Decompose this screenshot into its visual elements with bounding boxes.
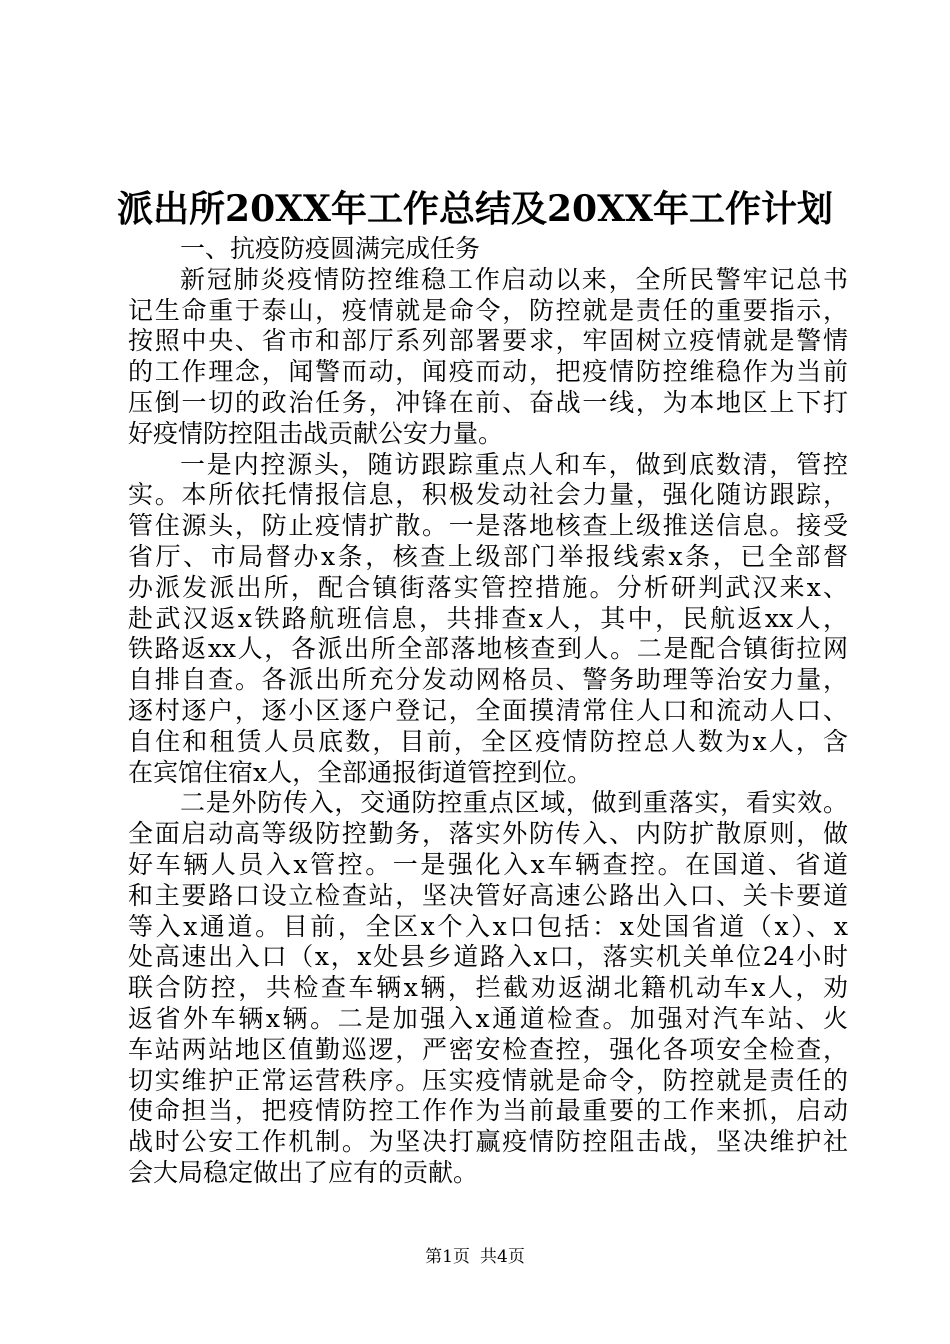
page-total: 共4页: [480, 1247, 525, 1267]
document-body: [128, 234, 848, 1189]
paragraph-line: 新冠肺炎疫情防控维稳工作启动以来，全所民警牢记总书: [180, 264, 848, 294]
paragraph-line: 在宾馆住宿x人，全部通报街道管控到位。: [128, 757, 593, 787]
paragraph-line: 好疫情防控阻击战贡献公安力量。: [128, 418, 504, 448]
paragraph-line: 联合防控，共检查车辆x辆，拦截劝返湖北籍机动车x人，劝: [128, 973, 848, 1003]
paragraph-line: 和主要路口设立检查站，坚决管好高速公路出入口、关卡要道: [128, 880, 848, 910]
paragraph-line: 会大局稳定做出了应有的贡献。: [128, 1157, 479, 1187]
paragraph-line: 实。本所依托情报信息，积极发动社会力量，强化随访跟踪，: [128, 480, 848, 510]
paragraph-line: 返省外车辆x辆。二是加强入x通道检查。加强对汽车站、火: [128, 1003, 848, 1033]
paragraph-line: 办派发派出所，配合镇街落实管控措施。分析研判武汉来x、: [128, 572, 848, 602]
paragraph-line: 的工作理念，闻警而动，闻疫而动，把疫情防控维稳作为当前: [128, 357, 848, 387]
paragraph-line: 压倒一切的政治任务，冲锋在前、奋战一线，为本地区上下打: [128, 387, 848, 417]
paragraph-line: 战时公安工作机制。为坚决打赢疫情防控阻击战，坚决维护社: [128, 1127, 848, 1157]
paragraph-line: 切实维护正常运营秩序。压实疫情就是命令，防控就是责任的: [128, 1065, 848, 1095]
page-number: 第1页: [425, 1247, 470, 1267]
paragraph-line: 二是外防传入，交通防控重点区域，做到重落实，看实效。: [180, 788, 848, 818]
paragraph-line: 记生命重于泰山，疫情就是命令，防控就是责任的重要指示，: [128, 295, 848, 325]
paragraph-line: 车站两站地区值勤巡逻，严密安检查控，强化各项安全检查，: [128, 1034, 848, 1064]
paragraph-line: 等入x通道。目前，全区x个入x口包括：x处国省道（x）、x: [128, 911, 848, 941]
paragraph-line: 处高速出入口（x，x处县乡道路入x口，落实机关单位24小时: [128, 942, 848, 972]
paragraph-line: 省厅、市局督办x条，核查上级部门举报线索x条，已全部督: [128, 541, 848, 571]
section-heading: 一、抗疫防疫圆满完成任务: [180, 234, 481, 263]
paragraph-line: 好车辆人员入x管控。一是强化入x车辆查控。在国道、省道: [128, 849, 848, 879]
paragraph-line: 使命担当，把疫情防控工作作为当前最重要的工作来抓，启动: [128, 1096, 848, 1126]
page-footer: [0, 1245, 950, 1269]
paragraph-line: 逐村逐户，逐小区逐户登记，全面摸清常住人口和流动人口、: [128, 695, 848, 725]
paragraph-line: 自住和租赁人员底数，目前，全区疫情防控总人数为x人，含: [128, 726, 848, 756]
paragraph-line: 按照中央、省市和部厅系列部署要求，牢固树立疫情就是警情: [128, 326, 848, 356]
paragraph-line: 赴武汉返x铁路航班信息，共排查x人，其中，民航返xx人，: [128, 603, 848, 633]
paragraph-line: 铁路返xx人，各派出所全部落地核查到人。二是配合镇街拉网: [128, 634, 848, 664]
document-title: 派出所20XX年工作总结及20XX年工作计划: [117, 188, 833, 230]
paragraph-line: 自排自查。各派出所充分发动网格员、警务助理等治安力量，: [128, 665, 848, 695]
paragraph-line: 管住源头，防止疫情扩散。一是落地核查上级推送信息。接受: [128, 511, 848, 541]
paragraph-line: 全面启动高等级防控勤务，落实外防传入、内防扩散原则，做: [128, 819, 848, 849]
paragraph-line: 一是内控源头，随访跟踪重点人和车，做到底数清，管控: [180, 449, 848, 479]
